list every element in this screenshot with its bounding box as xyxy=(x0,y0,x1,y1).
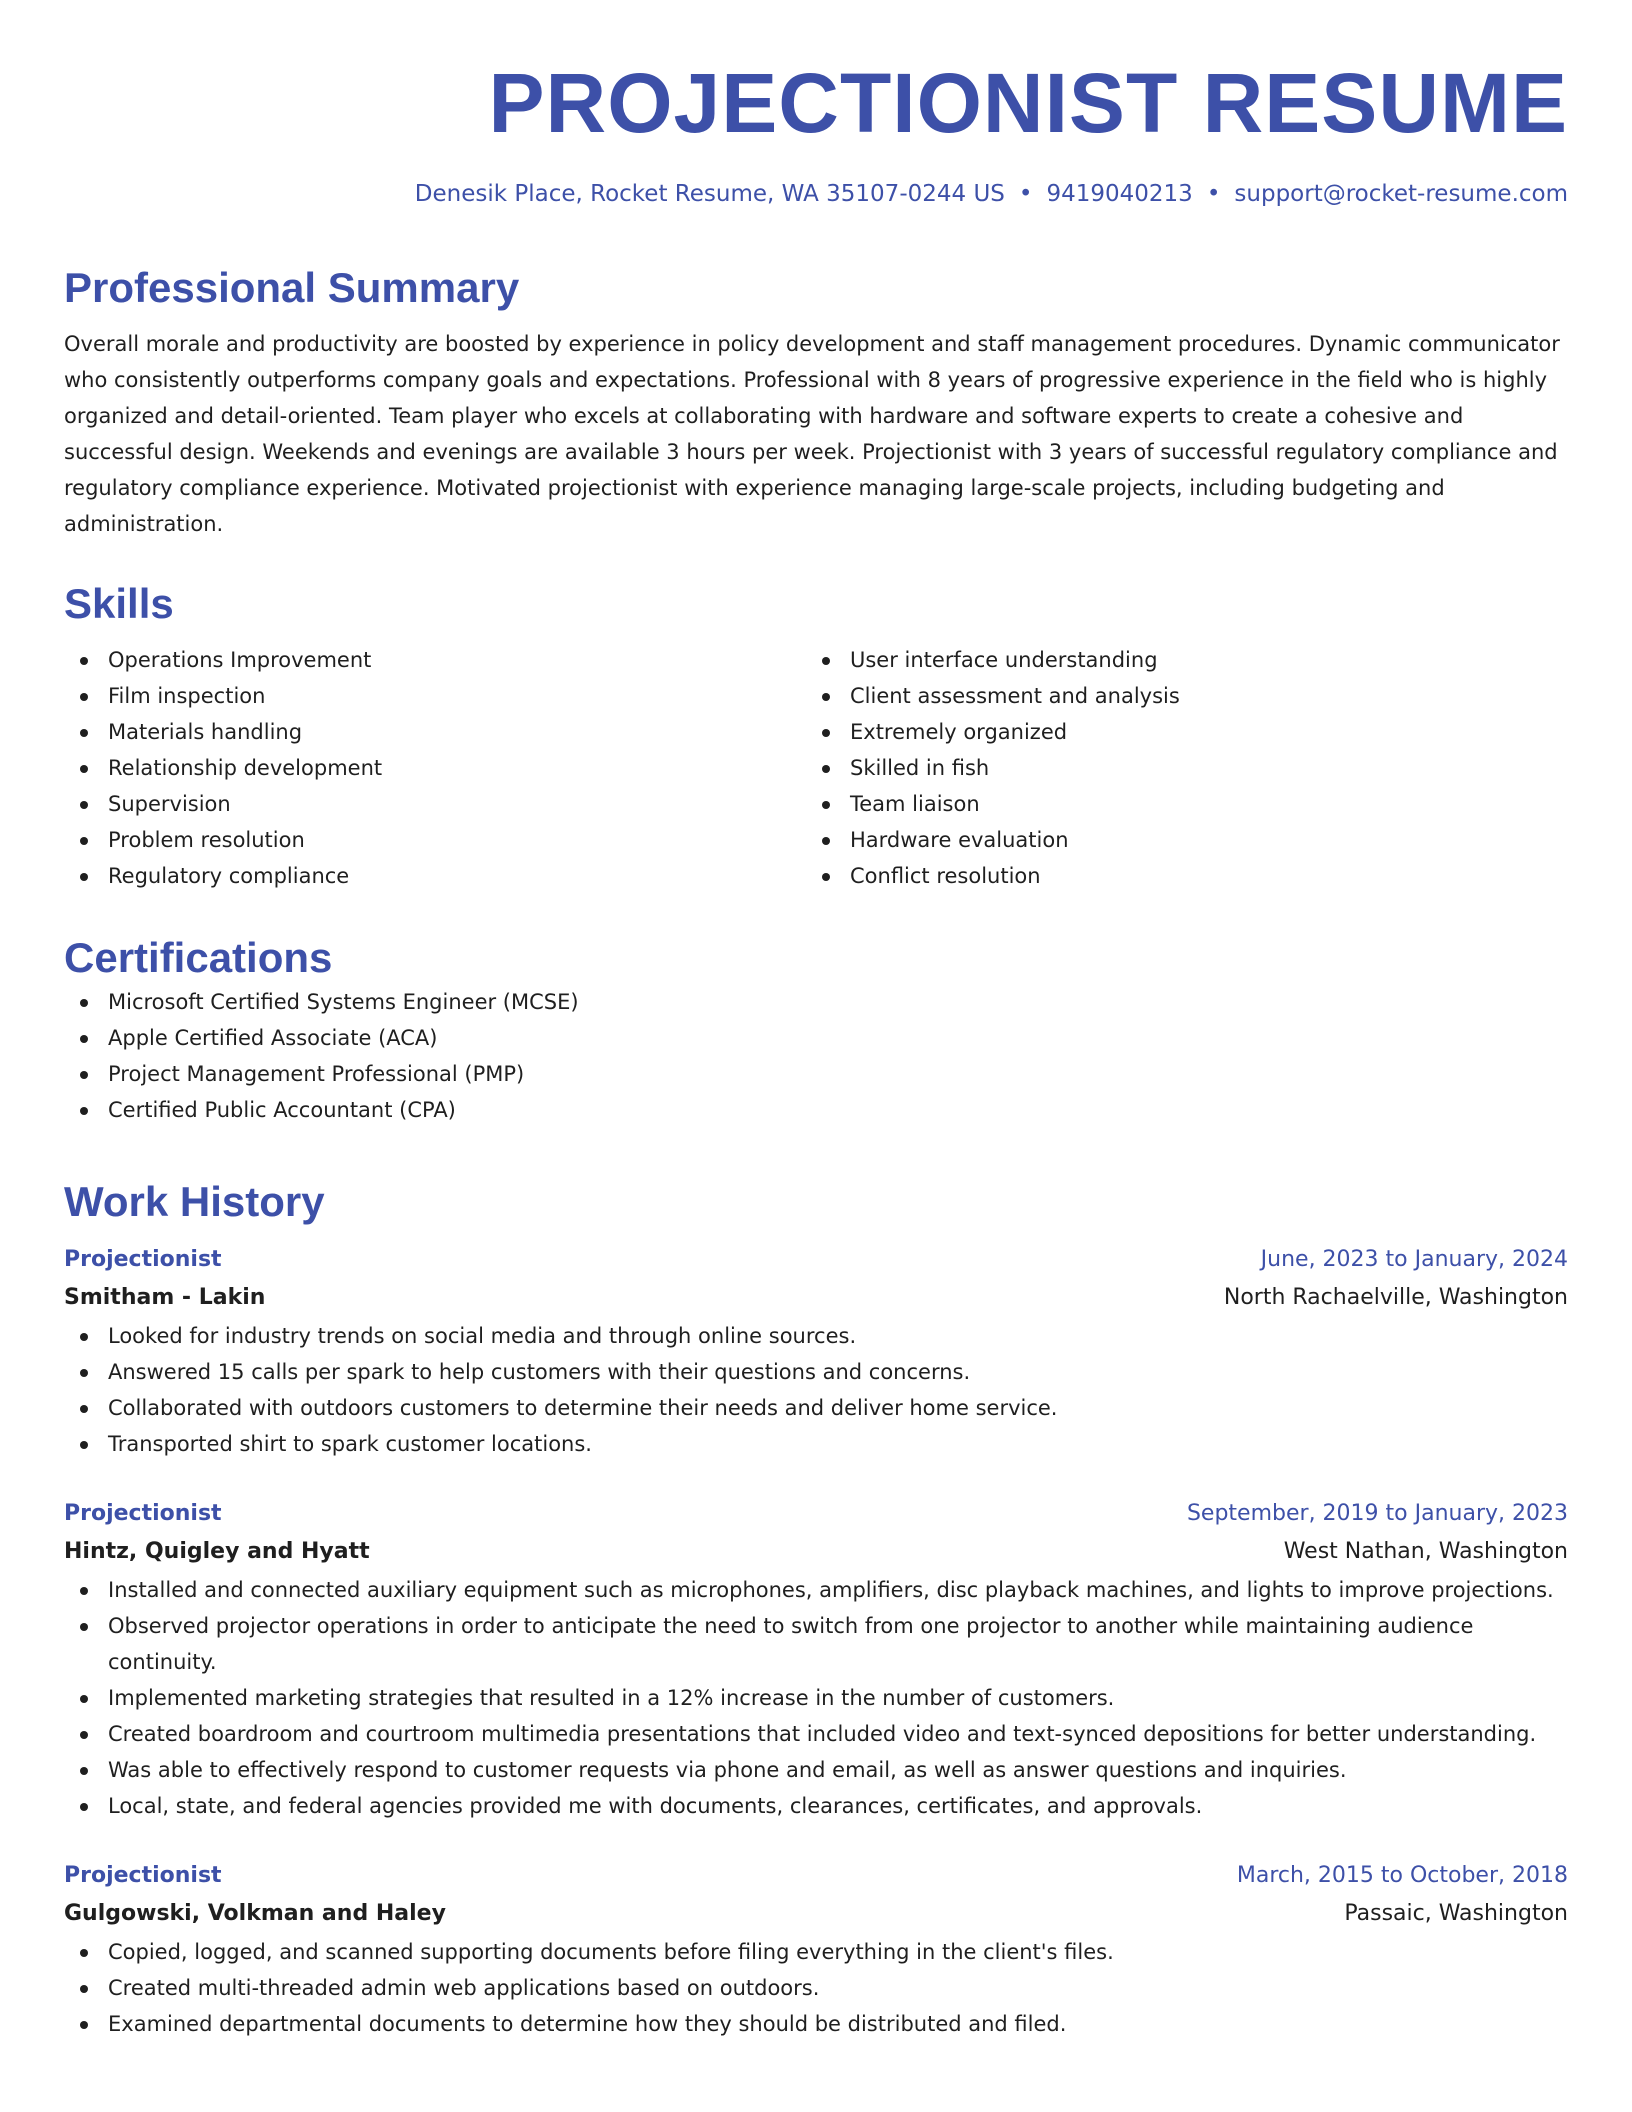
work-history-section xyxy=(64,1176,1568,2042)
job-bullet: Collaborated with outdoors customers to determine their needs and deliver home service. xyxy=(64,1390,1568,1426)
job-title: Projectionist xyxy=(64,1247,222,1272)
job-bullet: Looked for industry trends on social media and through online sources. xyxy=(64,1318,1568,1354)
skill-item: Supervision xyxy=(64,786,806,822)
job-bullet: Implemented marketing strategies that resulted in a 12% increase in the number of customers. xyxy=(64,1680,1568,1716)
skill-item: Problem resolution xyxy=(64,822,806,858)
skills-grid xyxy=(64,642,1568,894)
job-company: Hintz, Quigley and Hyatt xyxy=(64,1539,370,1564)
resume-page xyxy=(64,0,1568,2036)
contact-separator: • xyxy=(1206,181,1221,207)
job-title-row xyxy=(64,1858,1568,1894)
skill-item: User interface understanding xyxy=(806,642,1548,678)
job-entry xyxy=(64,1496,1568,1824)
job-bullet: Examined departmental documents to determine how they should be distributed and filed. xyxy=(64,2006,1568,2042)
job-bullet: Answered 15 calls per spark to help customers with their questions and concerns. xyxy=(64,1354,1568,1390)
skill-item: Operations Improvement xyxy=(64,642,806,678)
job-bullet: Created multi-threaded admin web applications based on outdoors. xyxy=(64,1970,1568,2006)
professional-summary-section xyxy=(64,262,1568,563)
job-bullet: Installed and connected auxiliary equipment such as microphones, amplifiers, disc playback machines, and lights to improve projections. xyxy=(64,1572,1568,1608)
section-title-summary: Professional Summary xyxy=(64,264,520,311)
certifications-section xyxy=(64,932,1568,1128)
job-location: North Rachaelville, Washington xyxy=(1223,1285,1568,1310)
job-bullet: Copied, logged, and scanned supporting documents before filing everything in the client's files. xyxy=(64,1934,1568,1970)
contact-separator: • xyxy=(1018,181,1033,207)
job-bullet-list xyxy=(64,1572,1568,1824)
job-location: Passaic, Washington xyxy=(1344,1901,1568,1926)
job-bullet-list xyxy=(64,1934,1568,2042)
section-title-work-history: Work History xyxy=(64,1178,325,1225)
contact-address: Denesik Place, Rocket Resume, WA 35107-0244 US xyxy=(414,181,1005,207)
resume-header xyxy=(64,0,1568,210)
job-entry xyxy=(64,1242,1568,1462)
resume-title: PROJECTIONIST RESUME xyxy=(488,56,1568,150)
job-bullet-list xyxy=(64,1318,1568,1462)
job-company: Gulgowski, Volkman and Haley xyxy=(64,1901,446,1926)
job-dates: September, 2019 to January, 2023 xyxy=(1186,1501,1568,1526)
skill-item: Hardware evaluation xyxy=(806,822,1548,858)
job-bullet: Observed projector operations in order to anticipate the need to switch from one projector to another while maintaining audience continuity. xyxy=(64,1608,1568,1680)
skill-item: Extremely organized xyxy=(806,714,1548,750)
skill-item: Conflict resolution xyxy=(806,858,1548,894)
job-company-row xyxy=(64,1278,1568,1318)
skills-list-left xyxy=(64,642,806,894)
skill-item: Skilled in fish xyxy=(806,750,1548,786)
summary-text: Overall morale and productivity are boosted by experience in policy development and staff management procedures. Dynamic communicator who consistently outperforms company goals and expectations. Professional with 8 years of progressive experience in the field who is highly organized and detail-oriented. Team player who excels at collaborating with hardware and software experts to create a cohesive and successful design. Weekends and evenings are available 3 hours per week. Projectionist with 3 years of successful regulatory compliance and regulatory compliance experience. Motivated projectionist with experience managing large-scale projects, including budgeting and administration. xyxy=(64,332,1560,536)
job-company-row xyxy=(64,1894,1568,1934)
certification-item: Apple Certified Associate (ACA) xyxy=(64,1020,1568,1056)
skill-item: Client assessment and analysis xyxy=(806,678,1548,714)
job-company-row xyxy=(64,1532,1568,1572)
job-title-row xyxy=(64,1242,1568,1278)
job-company: Smitham - Lakin xyxy=(64,1285,266,1310)
skills-list-right xyxy=(806,642,1548,894)
skill-item: Materials handling xyxy=(64,714,806,750)
job-dates: June, 2023 to January, 2024 xyxy=(1260,1247,1568,1272)
skills-section xyxy=(64,578,1568,894)
certification-item: Project Management Professional (PMP) xyxy=(64,1056,1568,1092)
job-bullet: Transported shirt to spark customer locations. xyxy=(64,1426,1568,1462)
job-title: Projectionist xyxy=(64,1501,222,1526)
job-entry xyxy=(64,1858,1568,2042)
job-bullet: Local, state, and federal agencies provided me with documents, clearances, certificates, and approvals. xyxy=(64,1788,1568,1824)
contact-email[interactable]: support@rocket-resume.com xyxy=(1234,181,1568,207)
job-bullet: Created boardroom and courtroom multimedia presentations that included video and text-synced depositions for better understanding. xyxy=(64,1716,1568,1752)
job-title-row xyxy=(64,1496,1568,1532)
contact-line xyxy=(64,178,1568,210)
job-location: West Nathan, Washington xyxy=(1283,1539,1568,1564)
job-title: Projectionist xyxy=(64,1863,222,1888)
contact-phone[interactable]: 9419040213 xyxy=(1046,181,1193,207)
certifications-list xyxy=(64,984,1568,1128)
skill-item: Team liaison xyxy=(806,786,1548,822)
job-bullet: Was able to effectively respond to customer requests via phone and email, as well as answer questions and inquiries. xyxy=(64,1752,1568,1788)
skill-item: Film inspection xyxy=(64,678,806,714)
section-title-skills: Skills xyxy=(64,580,174,627)
certification-item: Microsoft Certified Systems Engineer (MCSE) xyxy=(64,984,1568,1020)
certification-item: Certified Public Accountant (CPA) xyxy=(64,1092,1568,1128)
skill-item: Regulatory compliance xyxy=(64,858,806,894)
job-dates: March, 2015 to October, 2018 xyxy=(1236,1863,1568,1888)
section-title-certifications: Certifications xyxy=(64,934,333,981)
skill-item: Relationship development xyxy=(64,750,806,786)
